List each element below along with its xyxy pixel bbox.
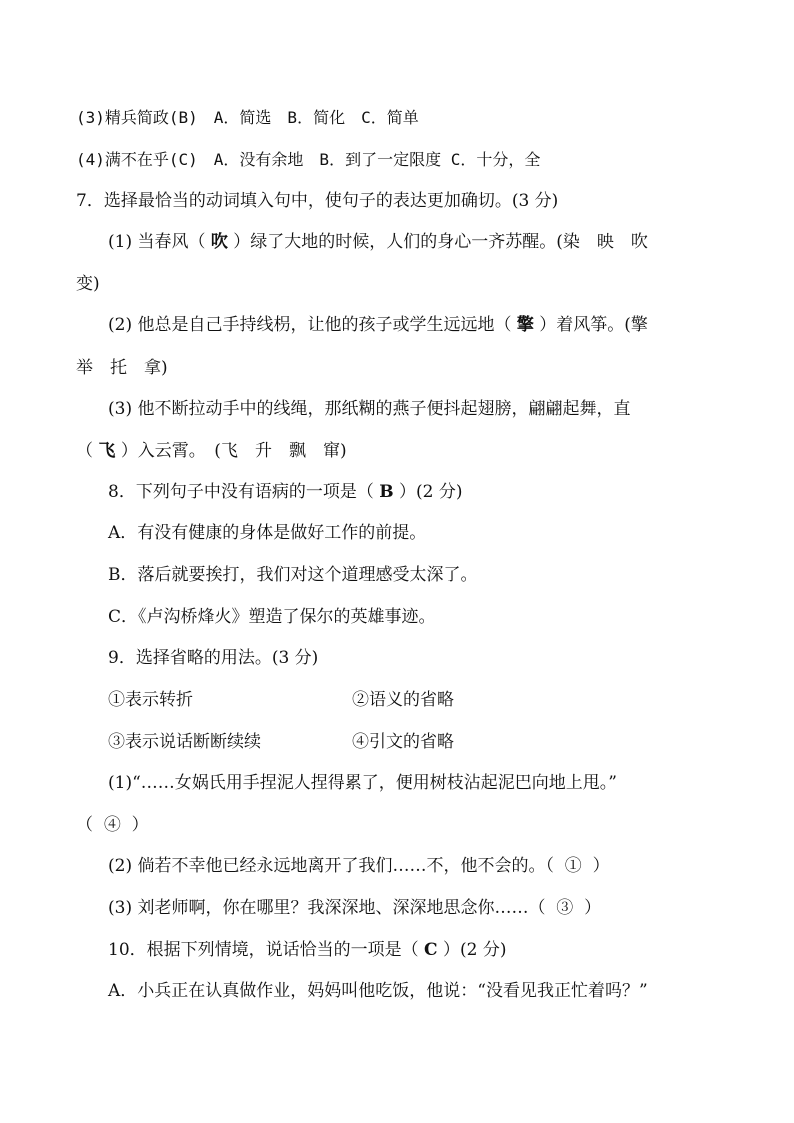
q8-stem-post: ）(2 分) xyxy=(399,482,463,502)
q8-option-c: C．《卢沟桥烽火》塑造了保尔的英雄事迹。 xyxy=(108,607,436,627)
q8-answer: B xyxy=(379,482,394,502)
q9-option-2: ②语义的省略 xyxy=(352,690,454,710)
q7-s2-post: ）着风筝。(擎 xyxy=(539,315,648,335)
q7-s3-post: ）入云霄。 (飞 升 飘 窜) xyxy=(120,441,347,461)
q7-s1-pre: (1) 当春风（ xyxy=(108,232,206,252)
q7-sentence-2 xyxy=(108,313,648,337)
q9-s1-pre: （ xyxy=(76,815,93,835)
q9-s1-post: ） xyxy=(131,815,149,835)
q9-sentence-3 xyxy=(108,896,601,920)
q7-s2-answer: 擎 xyxy=(516,315,534,335)
q10-option-a: A．小兵正在认真做作业，妈妈叫他吃饭，他说：“没看见我正忙着吗？” xyxy=(108,981,648,1001)
q6-item-3: (3)精兵简政(B) A．简选 B．简化 C．简单 xyxy=(76,108,419,127)
q9-stem: 9．选择省略的用法。(3 分) xyxy=(108,648,319,668)
q7-sentence-3: (3) 他不断拉动手中的线绳，那纸糊的燕子便抖起翅膀，翩翩起舞，直 xyxy=(108,399,631,419)
q10-stem-pre: 10．根据下列情境，说话恰当的一项是（ xyxy=(108,940,419,960)
q7-s1-continued: 变) xyxy=(76,274,100,294)
q7-s3-answer: 飞 xyxy=(98,441,116,461)
q9-sentence-1: (1)“……女娲氏用手捏泥人捏得累了，便用树枝沾起泥巴向地上甩。” xyxy=(108,773,617,793)
q7-s2-pre: (2) 他总是自己手持线枴，让他的孩子或学生远远地（ xyxy=(108,315,512,335)
q10-stem xyxy=(108,938,506,962)
q7-s1-post: ）绿了大地的时候，人们的身心一齐苏醒。(染 映 吹 xyxy=(233,232,648,252)
q7-sentence-1 xyxy=(108,230,648,254)
q9-sentence-2 xyxy=(108,854,610,878)
q9-s2-answer: ① xyxy=(564,856,582,876)
q9-option-4: ④引文的省略 xyxy=(352,732,454,752)
q8-stem xyxy=(108,480,463,504)
q10-stem-post: ）(2 分) xyxy=(442,940,507,960)
q9-option-3: ③表示说话断断续续 xyxy=(108,732,261,752)
q9-option-1: ①表示转折 xyxy=(108,690,193,710)
q7-s3-continued xyxy=(76,439,347,463)
q8-option-a: A．有没有健康的身体是做好工作的前提。 xyxy=(108,523,427,543)
q9-s3-pre: (3) 刘老师啊，你在哪里？我深深地、深深地思念你……（ xyxy=(108,898,546,918)
q9-s3-answer: ③ xyxy=(556,898,574,918)
q8-stem-pre: 8．下列句子中没有语病的一项是（ xyxy=(108,482,374,502)
q9-s3-post: ） xyxy=(584,898,602,918)
q9-s2-post: ） xyxy=(592,856,610,876)
q7-s2-continued: 举 托 拿) xyxy=(76,358,168,378)
q8-option-b: B．落后就要挨打，我们对这个道理感受太深了。 xyxy=(108,565,478,585)
q7-s3-pre: （ xyxy=(76,441,93,461)
q10-answer: C xyxy=(424,940,438,960)
q9-s1-answer-line xyxy=(76,813,149,837)
q9-s1-answer: ④ xyxy=(103,815,121,835)
q7-stem: 7．选择最恰当的动词填入句中，使句子的表达更加确切。(3 分) xyxy=(76,191,559,211)
q6-item-4: (4)满不在乎(C) A．没有余地 B．到了一定限度 C．十分，全 xyxy=(76,150,541,169)
q7-s1-answer: 吹 xyxy=(210,232,228,252)
q9-s2-pre: (2) 倘若不幸他已经永远地离开了我们……不，他不会的。（ xyxy=(108,856,554,876)
